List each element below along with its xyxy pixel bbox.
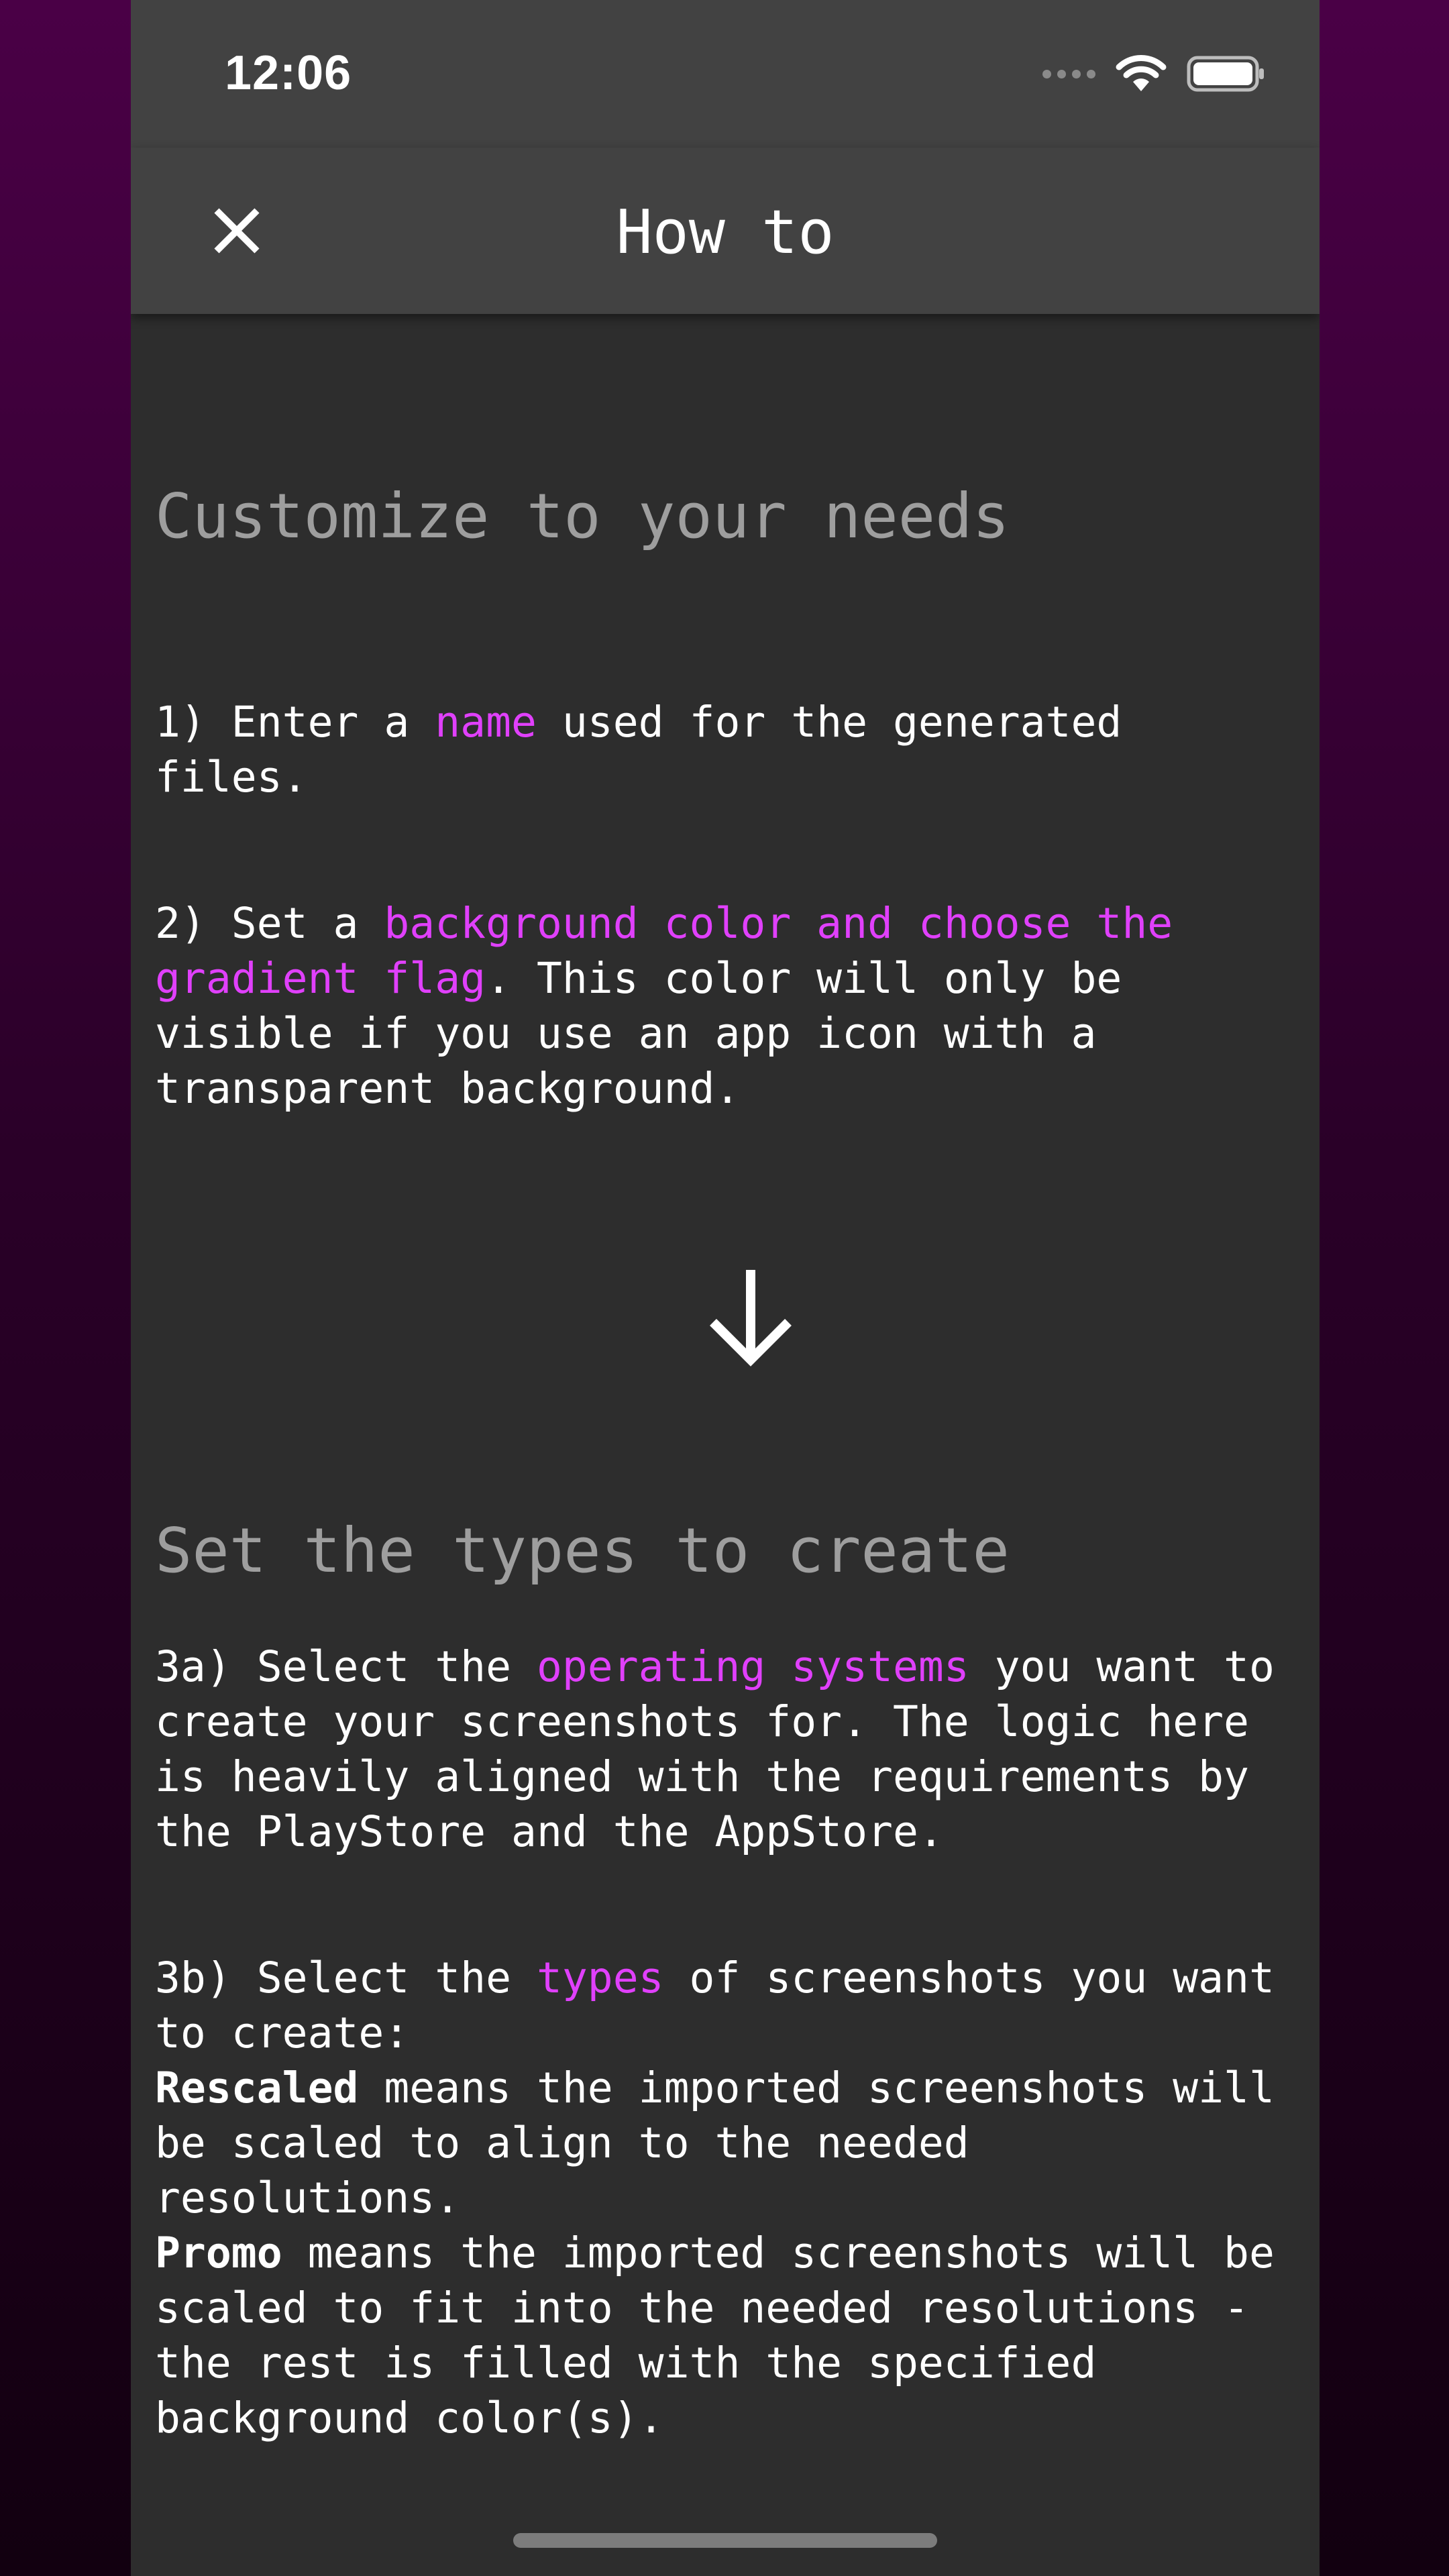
step-3b-text: 3b) Select the types of screenshots you want to create: Rescaled means the imported screenshots will be scaled to align to the needed resolutions. Promo means the imported screenshots will be scaled to fit into the needed resolutions - the rest is filled with the specified background color(s). — [155, 1953, 1275, 2443]
cellular-signal-icon — [1042, 70, 1095, 78]
step-3a-highlight: operating systems — [536, 1642, 969, 1691]
page-title: How to — [616, 197, 835, 268]
battery-icon — [1187, 54, 1266, 93]
step-3a-text: 3a) Select the operating systems you want to create your screenshots for. The logic here is heavily aligned with the requirements by the PlayStore and the AppStore. — [155, 1642, 1275, 1856]
app-bar — [131, 148, 1320, 314]
wifi-icon — [1114, 54, 1168, 94]
status-time: 12:06 — [225, 46, 352, 100]
arrow-down-icon — [704, 1263, 798, 1371]
promo-term: Promo — [155, 2229, 282, 2277]
status-icons — [1042, 52, 1266, 95]
status-bar — [131, 0, 1320, 148]
step-1-highlight: name — [435, 698, 537, 747]
phone-screen — [131, 0, 1320, 2576]
heading-types: Set the types to create — [155, 1515, 1010, 1587]
step-2-highlight: background color and choose the gradient flag — [155, 899, 1173, 1003]
step-2-text: 2) Set a background color and choose the gradient flag. This color will only be visible if you use an app icon with a transparent background. — [155, 899, 1173, 1113]
step-1-text: 1) Enter a name used for the generated files. — [155, 698, 1122, 802]
step-3b-highlight: types — [536, 1953, 664, 2002]
heading-customize: Customize to your needs — [155, 480, 1010, 552]
home-indicator[interactable] — [513, 2533, 937, 2548]
rescaled-term: Rescaled — [155, 2063, 359, 2112]
